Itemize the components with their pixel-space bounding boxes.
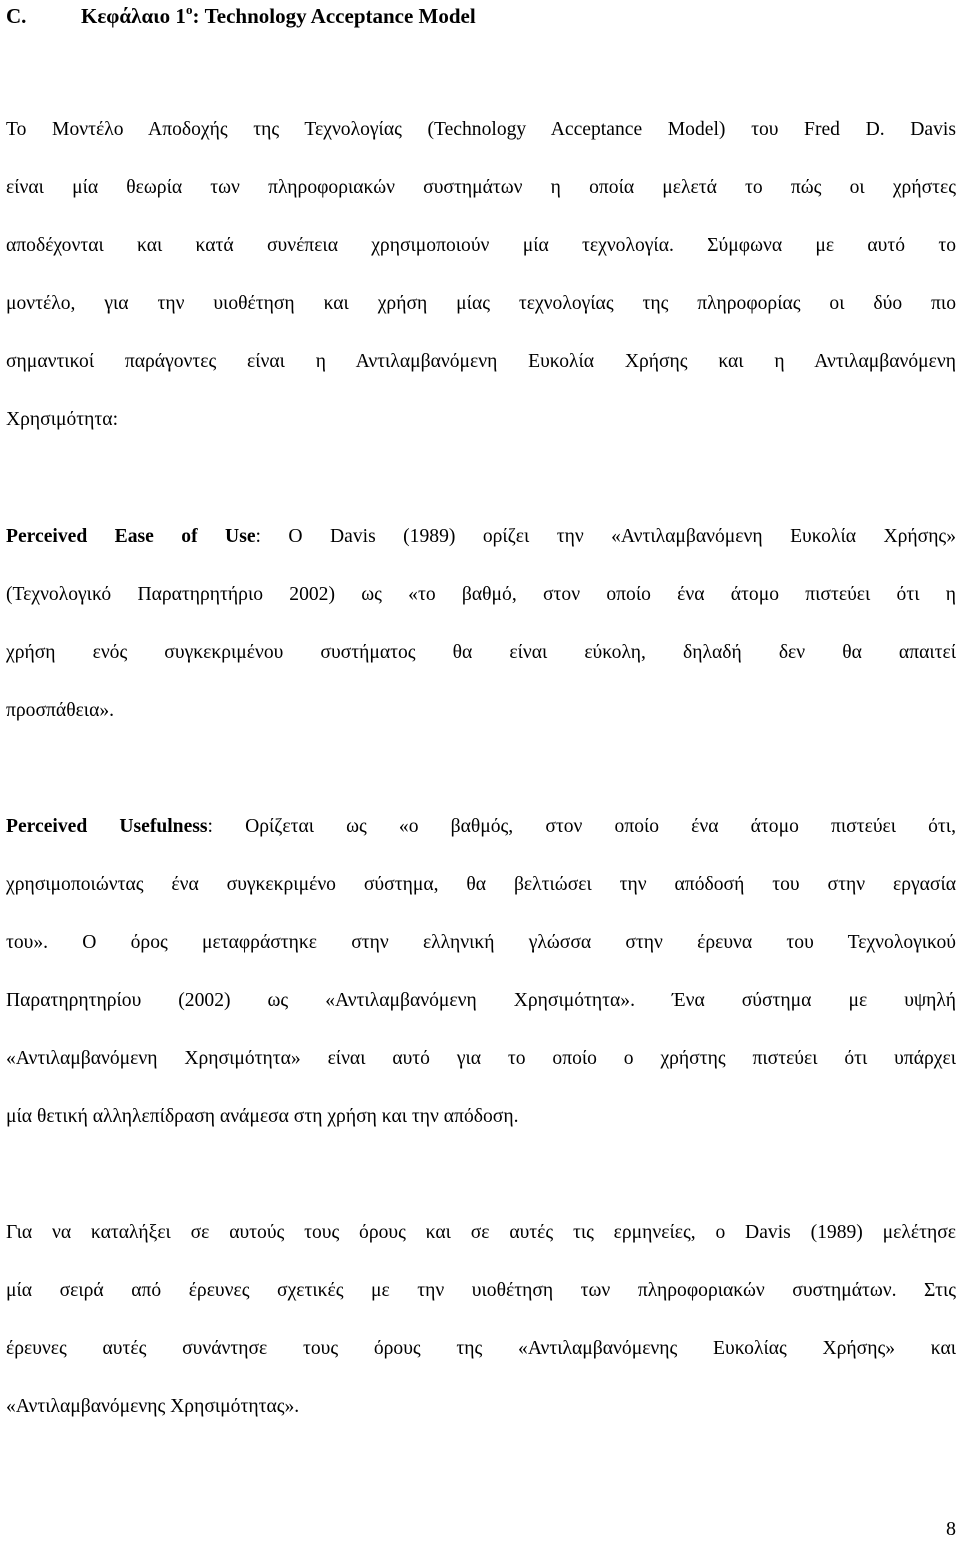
paragraph-line: αποδέχονται και κατά συνέπεια χρησιμοποιούν μία τεχνολογία. Σύμφωνα με αυτό το: [6, 235, 956, 256]
paragraph-line: μία θετική αλληλεπίδραση ανάμεσα στη χρήση και την απόδοση.: [6, 1106, 519, 1127]
paragraph-line: «Αντιλαμβανόμενη Χρησιμότητα» είναι αυτό για το οποίο ο χρήστης πιστεύει ότι υπάρχει: [6, 1048, 956, 1069]
paragraph-line: Χρησιμότητα:: [6, 409, 119, 430]
paragraph-line: έρευνες αυτές συνάντησε τους όρους της «Αντιλαμβανόμενης Ευκολίας Χρήσης» και: [6, 1338, 956, 1359]
section-letter: C.: [6, 4, 27, 28]
intro-paragraph: [6, 101, 956, 449]
paragraph-line: [6, 508, 956, 566]
paragraph-line: Το Μοντέλο Αποδοχής της Τεχνολογίας (Technology Acceptance Model) του Fred D. Davis: [6, 119, 956, 140]
paragraph-line: Παρατηρητηρίου (2002) ως «Αντιλαμβανόμενη Χρησιμότητα». Ένα σύστημα με υψηλή: [6, 990, 956, 1011]
paragraph-line: χρήση ενός συγκεκριμένου συστήματος θα είναι εύκολη, δηλαδή δεν θα απαιτεί: [6, 642, 956, 663]
paragraph-line: είναι μία θεωρία των πληροφοριακών συστημάτων η οποία μελετά το πώς οι χρήστες: [6, 177, 956, 198]
paragraph-line: μία σειρά από έρευνες σχετικές με την υιοθέτηση των πληροφοριακών συστημάτων. Στις: [6, 1280, 956, 1301]
term-ease-of-use: Perceived Ease of Use: [6, 526, 256, 547]
paragraph-line: σημαντικοί παράγοντες είναι η Αντιλαμβανόμενη Ευκολία Χρήσης και η Αντιλαμβανόμενη: [6, 351, 956, 372]
chapter-title-prefix: Κεφάλαιο 1: [81, 4, 186, 28]
chapter-heading: [6, 2, 476, 30]
paragraph-line: (Τεχνολογικό Παρατηρητήριο 2002) ως «το βαθμό, στον οποίο ένα άτομο πιστεύει ότι η: [6, 584, 956, 605]
paragraph-line: Για να καταλήξει σε αυτούς τους όρους και σε αυτές τις ερμηνείες, ο Davis (1989) μελέτησε: [6, 1222, 956, 1243]
ease-of-use-paragraph: [6, 508, 956, 740]
paragraph-line: «Αντιλαμβανόμενης Χρησιμότητας».: [6, 1396, 300, 1417]
page-number: 8: [946, 1518, 956, 1540]
paragraph-line: μοντέλο, για την υιοθέτηση και χρήση μίας τεχνολογίας της πληροφορίας οι δύο πιο: [6, 293, 956, 314]
research-paragraph: [6, 1204, 956, 1436]
usefulness-paragraph: [6, 798, 956, 1146]
paragraph-line: [6, 798, 956, 856]
term-usefulness: Perceived Usefulness: [6, 816, 208, 837]
chapter-title: : Technology Acceptance Model: [192, 4, 476, 28]
ordinal-superscript: ο: [185, 2, 193, 17]
paragraph-line: του». Ο όρος μεταφράστηκε στην ελληνική γλώσσα στην έρευνα του Τεχνολογικού: [6, 932, 956, 953]
definition-text: : Ορίζεται ως «ο βαθμός, στον οποίο ένα άτομο πιστεύει ότι,: [207, 816, 956, 837]
paragraph-line: προσπάθεια».: [6, 700, 115, 721]
definition-text: : O Davis (1989) ορίζει την «Αντιλαμβανόμενη Ευκολία Χρήσης»: [255, 526, 956, 547]
paragraph-line: χρησιμοποιώντας ένα συγκεκριμένο σύστημα, θα βελτιώσει την απόδοσή του στην εργασία: [6, 874, 956, 895]
